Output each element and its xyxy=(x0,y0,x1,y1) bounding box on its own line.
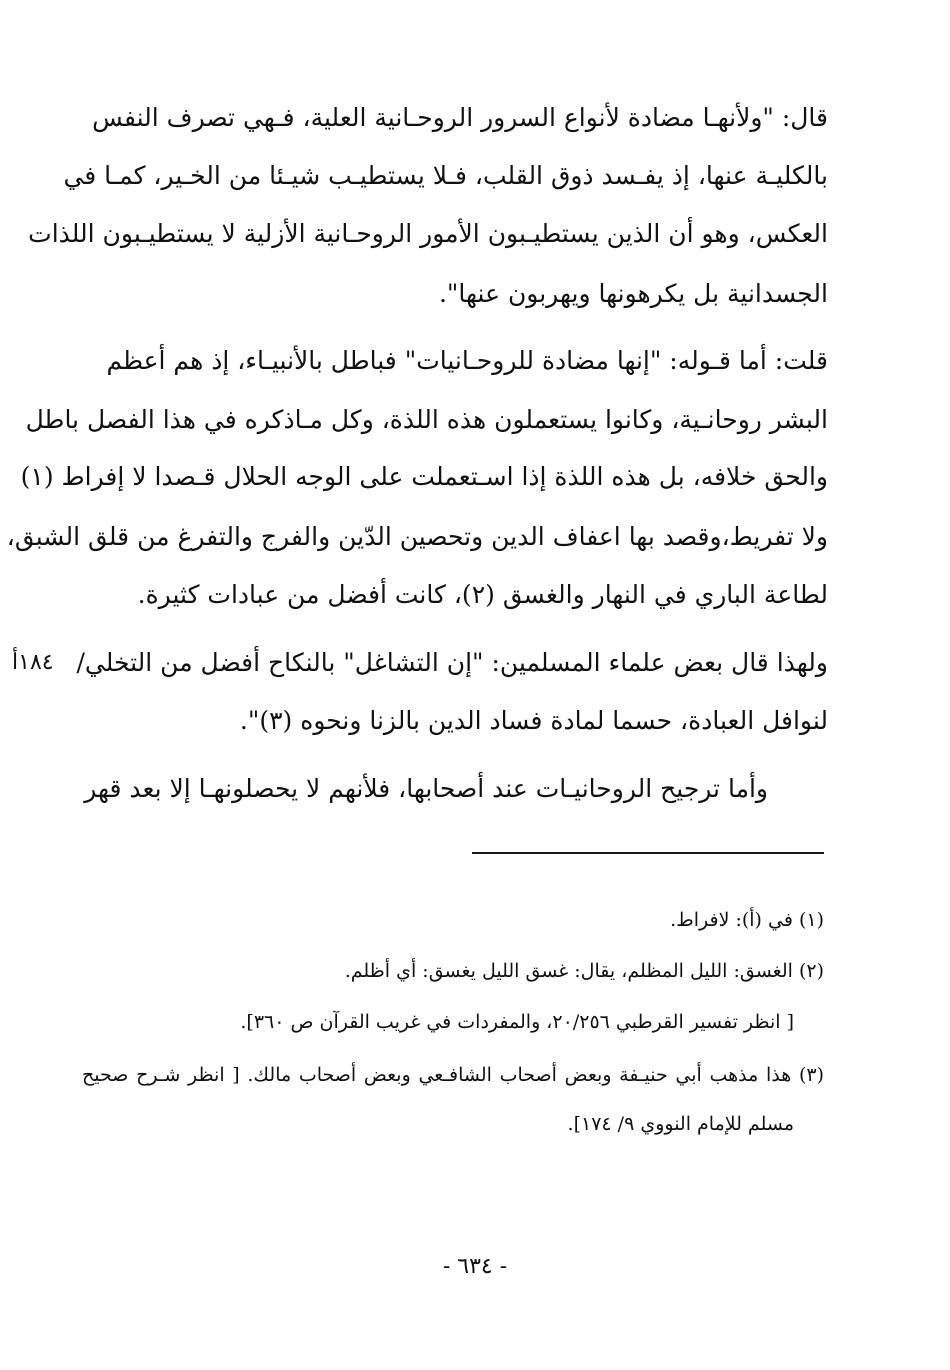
body-line-7: والحق خلافه، بل هذه اللذة إذا اسـتعملت على الوجه الحلال قـصدا لا إفراط (١) xyxy=(20,462,828,491)
folio-margin-note: ١٨٤أ xyxy=(12,650,54,675)
body-line-3: العكس، وهو أن الذين يستطيـبون الأمور الروحـانية الأزلية لا يستطيـبون اللذات xyxy=(28,219,828,248)
body-line-11: لنوافل العبادة، حسما لمادة فساد الدين بالزنا ونحوه (٣)". xyxy=(239,706,828,735)
footnote-3: (٣) هذا مذهب أبي حنيـفة وبعض أصحاب الشافـعي وبعض أصحاب مالك. [ انظر شـرح صحيح xyxy=(82,1064,824,1086)
page-number: - ٦٣٤ - xyxy=(442,1254,508,1279)
body-line-12: وأما ترجيح الروحانيـات عند أصحابها، فلأنهم لا يحصلونهـا إلا بعد قهر xyxy=(84,774,768,803)
body-line-9: لطاعة الباري في النهار والغسق (٢)، كانت أفضل من عبادات كثيرة. xyxy=(137,580,828,609)
body-line-1: قال: "ولأنهـا مضادة لأنواع السرور الروحـانية العلية، فـهي تصرف النفس xyxy=(92,103,828,132)
footnote-2-continuation: [ انظر تفسير القرطبي ٢٠/٢٥٦، والمفردات في غريب القرآن ص ٣٦٠]. xyxy=(240,1011,794,1033)
body-line-8: ولا تفريط،وقصد بها اعفاف الدين وتحصين الدّين والفرج والتفرغ من قلق الشبق، xyxy=(6,522,828,551)
footnote-2: (٢) الغسق: الليل المظلم، يقال: غسق الليل يغسق: أي أظلم. xyxy=(344,960,824,982)
footnote-3-continuation: مسلم للإمام النووي ٩/ ١٧٤]. xyxy=(567,1113,794,1135)
body-line-4: الجسدانية بل يكرهونها ويهربون عنها". xyxy=(438,279,828,308)
footnote-1: (١) في (أ): لافراط. xyxy=(670,909,824,931)
body-line-10: ولهذا قال بعض علماء المسلمين: "إن التشاغل" بالنكاح أفضل من التخلي/ xyxy=(76,648,828,677)
body-line-6: البشر روحانـية، وكانوا يستعملون هذه اللذة، وكل مـاذكره في هذا الفصل باطل xyxy=(25,405,828,434)
body-line-5: قلت: أما قـوله: "إنها مضادة للروحـانيات" فباطل بالأنبيـاء، إذ هم أعظم xyxy=(106,346,828,375)
footnote-separator xyxy=(472,852,824,854)
body-line-2: بالكليـة عنها، إذ يفـسد ذوق القلب، فـلا يستطيـب شيـئا من الخـير، كمـا في xyxy=(63,161,828,190)
